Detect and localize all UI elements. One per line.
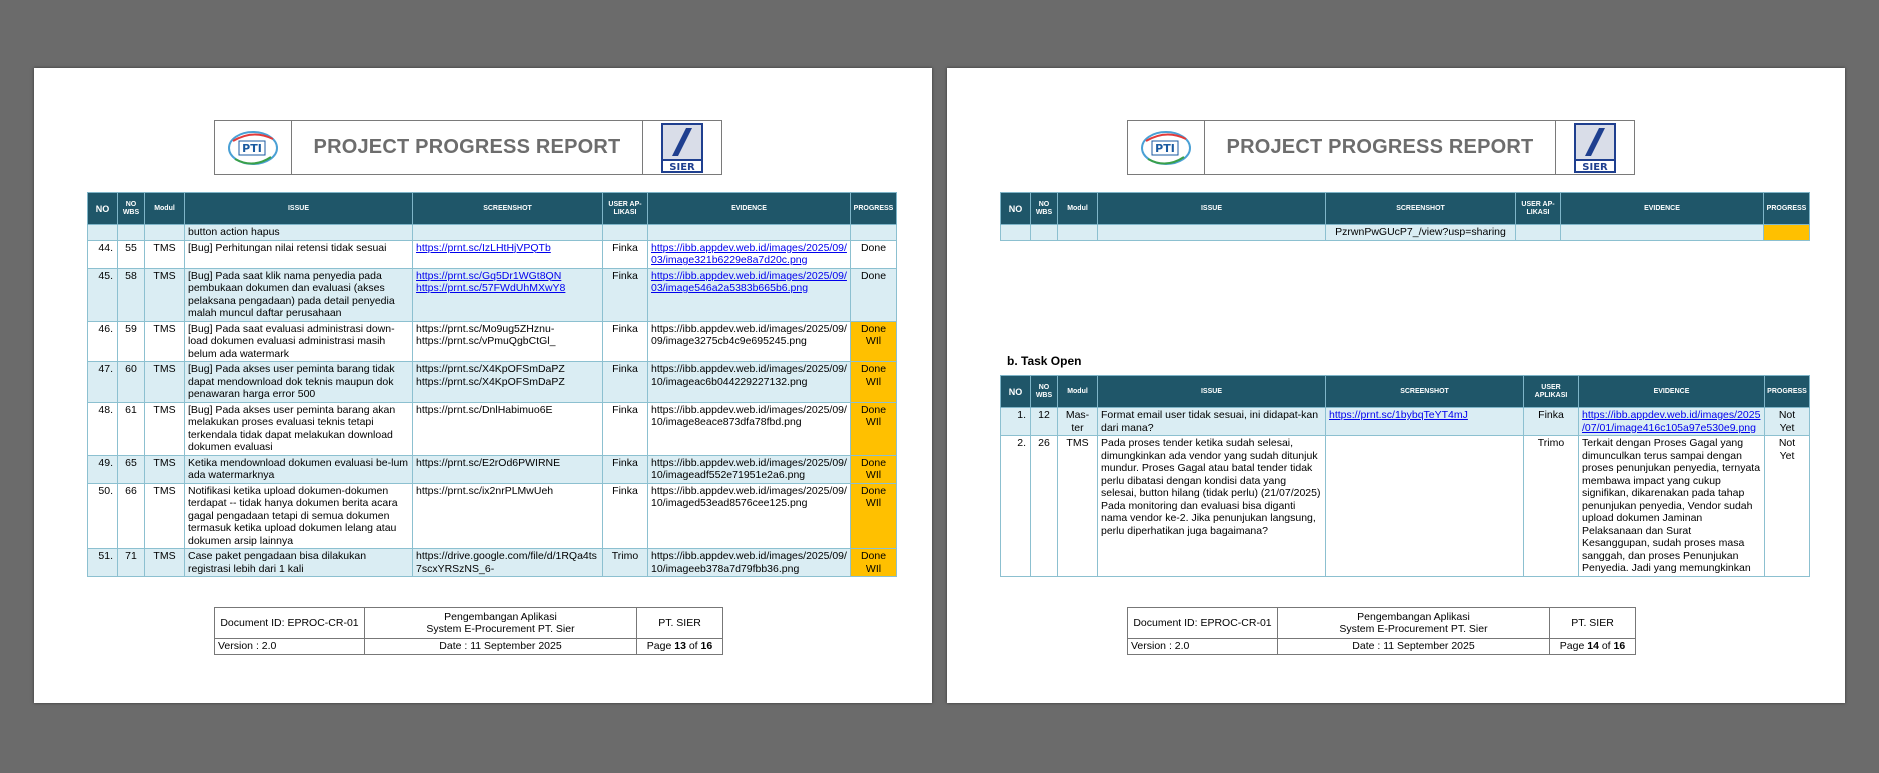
table-header-row (1001, 376, 1810, 408)
screenshot-text: https://prnt.sc/ix2nrPLMwUeh (416, 484, 554, 497)
screenshot-cell (413, 549, 603, 577)
user-cell: Trimo (603, 549, 648, 577)
issue-cell: [Bug] Pada akses user peminta barang akan melakukan proses evaluasi teknis tetapi terkendala tidak dapat melakukan download dokumen evaluasi (185, 402, 413, 455)
issue-cell: Case paket pengadaan bisa dilakukan registrasi lebih dari 1 kali (185, 549, 413, 577)
screenshot-cell (1326, 436, 1524, 577)
issue-cell: [Bug] Perhitungan nilai retensi tidak sesuai (185, 240, 413, 268)
table-row (88, 268, 897, 321)
screenshot-text: https://prnt.sc/X4KpOFSmDaPZ (416, 375, 565, 388)
evidence-cell: https://ibb.appdev.web.id/images/2025/09/10/imageeb378a7d79fbb36.png (648, 549, 851, 577)
evidence-link[interactable]: https://ibb.appdev.web.id/images/2025/07/01/image416c105a97e530e9.png (1579, 408, 1765, 436)
user-cell: Finka (603, 268, 648, 321)
wbs-number: 55 (118, 240, 145, 268)
document-page-14 (947, 68, 1845, 703)
row-number: 50. (88, 483, 118, 549)
issue-cell: [Bug] Pada saat klik nama penyedia pada pembukaan dokumen dan evaluasi (akses pelaksana pengadaan) pada detail penyedia malah muncul daftar perusahaan (185, 268, 413, 321)
col-evidence: EVIDENCE (1579, 376, 1765, 408)
issue-cell: [Bug] Pada akses user peminta barang tidak dapat mendownload dok teknis maupun dok penawaran harga error 500 (185, 362, 413, 403)
modul-cell: TMS (145, 402, 185, 455)
footer-description: Pengembangan Aplikasi System E-Procurement PT. Sier (365, 608, 637, 639)
col-issue: ISSUE (1098, 193, 1326, 225)
wbs-number: 66 (118, 483, 145, 549)
col-issue: ISSUE (185, 193, 413, 225)
report-title: PROJECT PROGRESS REPORT (313, 136, 621, 158)
user-cell: Finka (603, 455, 648, 483)
col-screenshot: SCREENSHOT (1326, 193, 1516, 225)
row-number: 2. (1001, 436, 1031, 577)
company-name: PT. SIER (1550, 608, 1636, 639)
sier-logo (642, 121, 721, 174)
progress-cell: Done WIl (851, 483, 897, 549)
wbs-number: 61 (118, 402, 145, 455)
progress-cell: Not Yet (1765, 408, 1810, 436)
pti-logo-text: PTI (242, 141, 262, 155)
col-no-wbs: NO WBS (118, 193, 145, 225)
page-footer (214, 607, 723, 655)
wbs-number: 12 (1031, 408, 1058, 436)
user-cell: Finka (1524, 408, 1579, 436)
col-screenshot: SCREENSHOT (1326, 376, 1524, 408)
col-progress: PROGRESS (1764, 193, 1810, 225)
col-no: NO (1001, 193, 1031, 225)
table-row (88, 455, 897, 483)
modul-cell: TMS (1058, 436, 1098, 577)
col-no: NO (1001, 376, 1031, 408)
document-page-13 (34, 68, 932, 703)
screenshot-text: https://prnt.sc/DnlHabimuo6E (416, 403, 553, 416)
sier-logo-text: SIER (1582, 161, 1608, 173)
screenshot-text: https://prnt.sc/vPmuQgbCtGl_ (416, 335, 556, 347)
wbs-number: 26 (1031, 436, 1058, 577)
user-cell: Finka (603, 483, 648, 549)
progress-cell: Done WIl (851, 455, 897, 483)
col-modul: Modul (145, 193, 185, 225)
row-number: 47. (88, 362, 118, 403)
issue-cell: button action hapus (185, 225, 413, 241)
wbs-number: 65 (118, 455, 145, 483)
col-no-wbs: NO WBS (1031, 376, 1058, 408)
sier-logo-text: SIER (669, 161, 695, 173)
report-title: PROJECT PROGRESS REPORT (1226, 136, 1534, 158)
wbs-number: 60 (118, 362, 145, 403)
modul-cell: TMS (145, 362, 185, 403)
report-header (1127, 120, 1635, 175)
version: Version : 2.0 (1128, 639, 1278, 655)
row-number: 45. (88, 268, 118, 321)
modul-cell: Mas-ter (1058, 408, 1098, 436)
progress-cell: Done WIl (851, 362, 897, 403)
screenshot-cell: PzrwnPwGUcP7_/view?usp=sharing (1326, 225, 1516, 241)
evidence-cell: Terkait dengan Proses Gagal yang dimunculkan terus sampai dengan proses penunjukan penyedia, ternyata membawa impact yang cukup signifikan, dikarenakan pada tahap penunjukan penyedia, Vendor sudah upload dokumen Jaminan Pelaksanaan dan Surat Kesanggupan, sudah proses masa sanggah, dan proses Penunjukan Penyedia. Jadi yang memungkinkan (1579, 436, 1765, 577)
issue-table (87, 192, 897, 577)
progress-cell: Done WIl (851, 321, 897, 362)
screenshot-cell[interactable] (413, 268, 603, 321)
screenshot-text: https://prnt.sc/X4KpOFSmDaPZ (416, 363, 565, 375)
col-modul: Modul (1058, 376, 1098, 408)
screenshot-link[interactable]: https://prnt.sc/57FWdUhMXwY8 (416, 282, 566, 294)
col-progress: PROGRESS (1765, 376, 1810, 408)
document-id: Document ID: EPROC-CR-01 (1128, 608, 1278, 639)
col-no-wbs: NO WBS (1031, 193, 1058, 225)
progress-cell: Done WIl (851, 402, 897, 455)
evidence-link[interactable]: https://ibb.appdev.web.id/images/2025/09/03/image321b6229e8a7d20c.png (648, 240, 851, 268)
screenshot-cell (413, 483, 603, 549)
col-no: NO (88, 193, 118, 225)
row-number: 49. (88, 455, 118, 483)
evidence-link[interactable]: https://ibb.appdev.web.id/images/2025/09/03/image546a2a5383b665b6.png (648, 268, 851, 321)
table-row (1001, 225, 1810, 241)
pti-logo (215, 121, 292, 174)
screenshot-cell (413, 321, 603, 362)
date: Date : 11 September 2025 (1278, 639, 1550, 655)
modul-cell: TMS (145, 240, 185, 268)
wbs-number: 58 (118, 268, 145, 321)
table-row (1001, 408, 1810, 436)
page-number: Page 14 of 16 (1550, 639, 1636, 655)
user-cell: Finka (603, 402, 648, 455)
company-name: PT. SIER (637, 608, 723, 639)
col-evidence: EVIDENCE (648, 193, 851, 225)
footer-description: Pengembangan Aplikasi System E-Procurement PT. Sier (1278, 608, 1550, 639)
row-number: 48. (88, 402, 118, 455)
modul-cell: TMS (145, 549, 185, 577)
table-row (1001, 436, 1810, 577)
evidence-cell: https://ibb.appdev.web.id/images/2025/09/10/imageadf552e71951e2a6.png (648, 455, 851, 483)
progress-cell: Not Yet (1765, 436, 1810, 577)
issue-table-continued (1000, 192, 1810, 241)
date: Date : 11 September 2025 (365, 639, 637, 655)
screenshot-text: https://prnt.sc/E2rOd6PWIRNE (416, 456, 561, 469)
screenshot-cell (413, 455, 603, 483)
evidence-cell: https://ibb.appdev.web.id/images/2025/09/10/imaged53ead8576cee125.png (648, 483, 851, 549)
screenshot-link[interactable]: https://prnt.sc/1bybqTeYT4mJ (1326, 408, 1524, 436)
wbs-number: 59 (118, 321, 145, 362)
screenshot-text: https://prnt.sc/Mo9ug5ZHznu- (416, 322, 555, 335)
pti-logo (1128, 121, 1205, 174)
evidence-cell: https://ibb.appdev.web.id/images/2025/09/10/image8eace873dfa78fbd.png (648, 402, 851, 455)
progress-cell: Done WIl (851, 549, 897, 577)
col-issue: ISSUE (1098, 376, 1326, 408)
col-evidence: EVIDENCE (1561, 193, 1764, 225)
modul-cell: TMS (145, 321, 185, 362)
issue-cell: [Bug] Pada saat evaluasi administrasi down-load dokumen evaluasi administrasi masih belum ada watermark (185, 321, 413, 362)
issue-cell: Format email user tidak sesuai, ini didapat-kan dari mana? (1098, 408, 1326, 436)
col-screenshot: SCREENSHOT (413, 193, 603, 225)
col-progress: PROGRESS (851, 193, 897, 225)
evidence-cell: https://ibb.appdev.web.id/images/2025/09/10/imageac6b044229227132.png (648, 362, 851, 403)
table-row (88, 321, 897, 362)
screenshot-link[interactable]: https://prnt.sc/Gq5Dr1WGt8QN (416, 269, 562, 282)
version: Version : 2.0 (215, 639, 365, 655)
evidence-cell: https://ibb.appdev.web.id/images/2025/09/09/image3275cb4c9e695245.png (648, 321, 851, 362)
col-modul: Modul (1058, 193, 1098, 225)
progress-cell: Done (851, 268, 897, 321)
modul-cell: TMS (145, 268, 185, 321)
section-title: b. Task Open (1007, 354, 1082, 368)
user-cell: Finka (603, 321, 648, 362)
table-row (88, 483, 897, 549)
modul-cell: TMS (145, 455, 185, 483)
progress-cell: Done (851, 240, 897, 268)
table-header-row (1001, 193, 1810, 225)
report-header (214, 120, 722, 175)
row-number: 46. (88, 321, 118, 362)
progress-cell (1764, 225, 1810, 241)
screenshot-cell (413, 362, 603, 403)
page-number: Page 13 of 16 (637, 639, 723, 655)
sier-logo (1555, 121, 1634, 174)
screenshot-link[interactable]: https://prnt.sc/IzLHtHjVPQTb (416, 241, 551, 254)
issue-cell: Pada proses tender ketika sudah selesai, dimungkinkan ada vendor yang sudah ditunjuk mundur. Proses Gagal atau batal tender tidak perlu dibatasi dengan kondisi data yang selesai, button hilang (tidak perlu) (21/07/2025) Pada monitoring dan evaluasi bisa diganti nama vendor ke-2. Jika penunjukan langsung, perlu diperhatikan juga bagaimana? (1098, 436, 1326, 577)
col-user: USER AP-LIKASI (1516, 193, 1561, 225)
page-footer (1127, 607, 1636, 655)
screenshot-cell (413, 402, 603, 455)
row-number: 44. (88, 240, 118, 268)
user-cell: Finka (603, 362, 648, 403)
screenshot-cell[interactable] (413, 240, 603, 268)
wbs-number: 71 (118, 549, 145, 577)
screenshot-text: https://drive.google.com/file/d/1RQa4ts7scxYRSzNS_6- (416, 550, 597, 575)
user-cell: Finka (603, 240, 648, 268)
modul-cell: TMS (145, 483, 185, 549)
table-row (88, 240, 897, 268)
table-row (88, 225, 897, 241)
table-row (88, 549, 897, 577)
issue-cell: Notifikasi ketika upload dokumen-dokumen terdapat -- tidak hanya dokumen berita acara gagal pengadaan tetapi di semua dokumen termasuk ketika upload dokumen lelang atau dokumen arsip lainnya (185, 483, 413, 549)
issue-cell: Ketika mendownload dokumen evaluasi be-lum ada watermarknya (185, 455, 413, 483)
document-id: Document ID: EPROC-CR-01 (215, 608, 365, 639)
task-open-table (1000, 375, 1810, 577)
row-number: 51. (88, 549, 118, 577)
row-number: 1. (1001, 408, 1031, 436)
table-row (88, 402, 897, 455)
pti-logo-text: PTI (1155, 141, 1175, 155)
col-user: USER APLIKASI (1524, 376, 1579, 408)
table-row (88, 362, 897, 403)
user-cell: Trimo (1524, 436, 1579, 577)
col-user: USER AP-LIKASI (603, 193, 648, 225)
table-header-row (88, 193, 897, 225)
